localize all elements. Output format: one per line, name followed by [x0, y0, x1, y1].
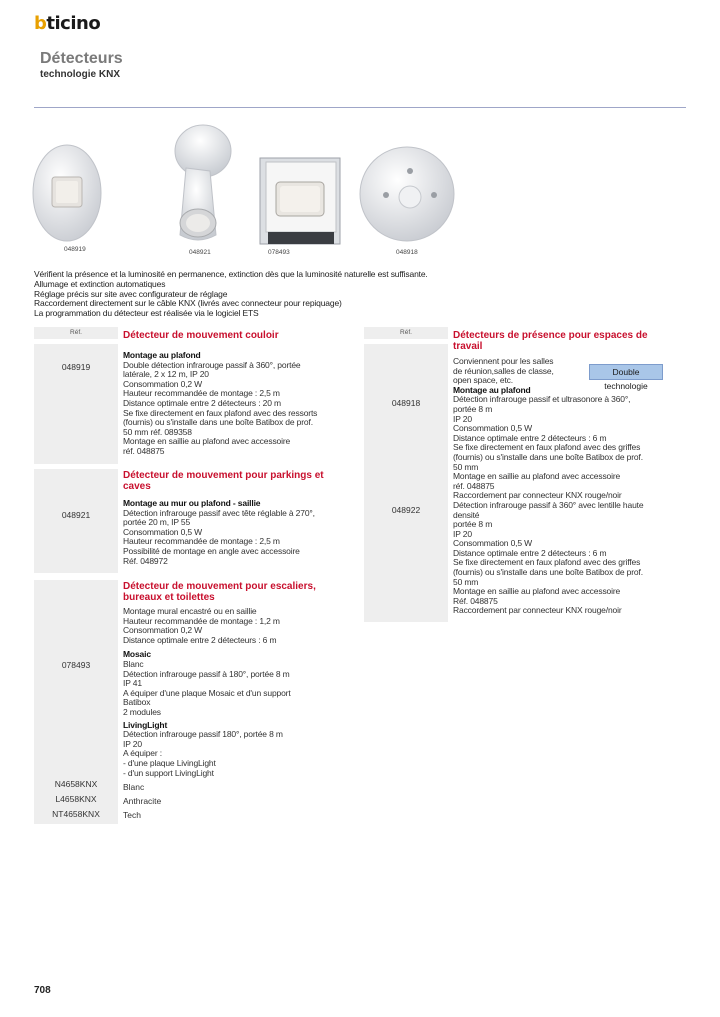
bticino-logo: bticino: [34, 13, 101, 34]
variant-label: Anthracite: [123, 796, 162, 806]
ref-cell-bg: [34, 469, 118, 573]
section-heading: Détecteur de mouvement pour escaliers, bureaux et toilettes: [123, 581, 316, 603]
intro-line: Allumage et extinction automatiques: [34, 278, 166, 289]
ref-number: 078493: [61, 660, 91, 670]
section-heading: Détecteur de mouvement pour parkings et caves: [123, 470, 324, 492]
presence-detector-icon: [358, 145, 456, 248]
ref-column-header: Réf.: [364, 327, 448, 339]
wall-mount-detector-icon: [158, 123, 238, 252]
ref-number: 048921: [61, 510, 91, 520]
caption-048919: 048919: [64, 246, 86, 253]
section-body: Montage au mur ou plafond - saillie Détection infrarouge passif avec tête réglable à 270°, portée 20 m, IP 55 Consommation 0,5 W Hauteur recommandée de montage : 2,5 m Possibilité de montage en angle avec accessoire Réf. 048972: [123, 498, 315, 566]
ref-number: L4658KNX: [55, 794, 97, 804]
ref-number: 048919: [61, 362, 91, 372]
section-heading: Détecteur de mouvement couloir: [123, 330, 279, 341]
ref-cell-bg: [364, 344, 448, 622]
section-body: Conviennent pour les salles de réunion,salles de classe, open space, etc. Montage au plafond Détection infrarouge passif et ultrasonore à 360°, portée 8 m IP 20 Consommation 0,5 W Distance optimale entre 2 détecteurs : 6 m Se fixe directement en faux plafond avec des griffes (fournis) ou s'installe dans une boîte Batibox de prof. 50 mm Montage en saillie au plafond avec accessoire réf. 048875 Raccordement par connecteur KNX rouge/noir Détection infrarouge passif à 360° avec lentille haute densité portée 8 m IP 20 Consommation 0,5 W Distance optimale entre 2 détecteurs : 6 m Se fixe directement en faux plafond avec des griffes (fournis) ou s'installe dans une boîte Batibox de prof. 50 mm Montage en saillie au plafond avec accessoire Réf. 048875 Raccordement par connecteur KNX rouge/noir: [453, 356, 644, 616]
intro-line: La programmation du détecteur est réalisée via le logiciel ETS: [34, 308, 259, 319]
ref-number: N4658KNX: [54, 779, 98, 789]
intro-line: Réglage précis sur site avec configurateur de réglage: [34, 288, 228, 299]
ref-number: NT4658KNX: [52, 809, 100, 819]
caption-078493: 078493: [268, 249, 290, 256]
caption-048918: 048918: [396, 249, 418, 256]
section-heading: Détecteurs de présence pour espaces de travail: [453, 330, 648, 352]
caption-048921: 048921: [189, 249, 211, 256]
intro-line: Vérifient la présence et la luminosité en permanence, extinction dès que la luminosité naturelle est suffisante.: [34, 269, 428, 279]
page-subtitle: technologie KNX: [40, 69, 121, 80]
intro-text: [34, 270, 684, 319]
double-technology-badge: Double technologie: [589, 364, 663, 380]
header-divider: [34, 107, 686, 108]
ref-number: 048922: [391, 505, 421, 515]
page-number: 708: [34, 985, 51, 996]
ceiling-detector-icon: [32, 143, 102, 248]
ref-number: 048918: [391, 398, 421, 408]
section-body: Montage mural encastré ou en saillie Hauteur recommandée de montage : 1,2 m Consommation 0,2 W Distance optimale entre 2 détecteurs : 6 m Mosaic Blanc Détection infrarouge passif à 180°, portée 8 m IP 41 A équiper d'une plaque Mosaic et d'un support Batibox 2 modules LivingLight Détection infrarouge passif 180°, portée 8 m IP 20 A équiper : - d'une plaque LivingLight - d'un support LivingLight: [123, 606, 291, 778]
page-title: Détecteurs: [40, 50, 123, 67]
variant-label: Tech: [123, 810, 141, 820]
variant-label: Blanc: [123, 782, 145, 792]
intro-line: Raccordement directement sur le câble KNX (livrés avec connecteur pour repiquage): [34, 298, 342, 309]
ref-column-header: Réf.: [34, 327, 118, 339]
section-body: Montage au plafond Double détection infrarouge passif à 360°, portée latérale, 2 x 12 m, IP 20 Consommation 0,2 W Hauteur recommandée de montage : 2,5 m Distance optimale entre 2 détecteurs : 20 m Se fixe directement en faux plafond avec des ressorts (fournis) ou s'installe dans une boîte Batibox de prof. 50 mm réf. 089358 Montage en saillie au plafond avec accessoire réf. 048875: [123, 350, 318, 456]
flush-detector-icon: [258, 156, 342, 251]
